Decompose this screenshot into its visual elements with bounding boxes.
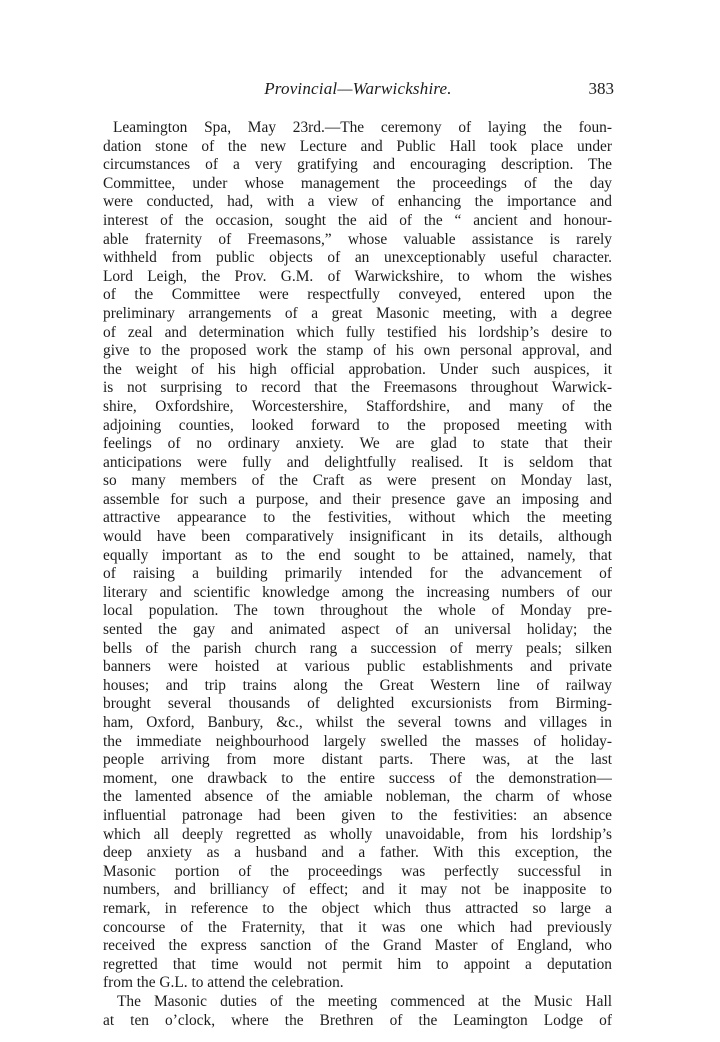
- text-line: able fraternity of Freemasons,” whose valuable assistance is rarely: [103, 230, 612, 248]
- page-number: 383: [588, 79, 614, 98]
- text-line: would have been comparatively insignificant in its details, although: [103, 528, 612, 546]
- text-line: numbers, and brilliancy of effect; and it may not be inapposite to: [103, 881, 612, 899]
- text-line: literary and scientific knowledge among the increasing numbers of our: [103, 583, 612, 601]
- text-line: the lamented absence of the amiable nobleman, the charm of whose: [103, 788, 612, 806]
- text-line: brought several thousands of delighted excursionists from Birming-: [103, 695, 612, 713]
- text-line: sented the gay and animated aspect of an universal holiday; the: [103, 621, 612, 639]
- text-line: Leamington Spa, May 23rd.—The ceremony of laying the foun-: [113, 119, 612, 136]
- text-line: remark, in reference to the object which thus attracted so large a: [103, 899, 612, 917]
- text-line: regretted that time would not permit him to appoint a deputation: [103, 955, 612, 973]
- text-line: equally important as to the end sought to be attained, namely, that: [103, 546, 612, 564]
- text-line: ham, Oxford, Banbury, &c., whilst the several towns and villages in: [103, 714, 612, 731]
- text-line: of the Committee were respectfully conveyed, entered upon the: [103, 286, 612, 304]
- text-line: banners were hoisted at various public establishments and private: [103, 658, 612, 676]
- text-line: concourse of the Fraternity, that it was one which had previously: [103, 918, 612, 936]
- text-line: at ten o’clock, where the Brethren of the Leamington Lodge of: [103, 1011, 612, 1029]
- text-line: the weight of his high official approbation. Under such auspices, it: [103, 360, 612, 378]
- text-line: attractive appearance to the festivities, without which the meeting: [103, 509, 612, 527]
- text-line: feelings of no ordinary anxiety. We are glad to state that their: [103, 435, 612, 453]
- text-line: people arriving from more distant parts. There was, at the last: [103, 751, 612, 769]
- text-line: The Masonic duties of the meeting commenced at the Music Hall: [117, 992, 612, 1010]
- text-line: received the express sanction of the Grand Master of England, who: [103, 937, 612, 955]
- text-line: adjoining counties, looked forward to the proposed meeting with: [103, 416, 612, 434]
- text-line: from the G.L. to attend the celebration.: [103, 974, 344, 992]
- text-line: houses; and trip trains along the Great Western line of railway: [103, 676, 612, 694]
- running-title: Provincial—Warwickshire.: [264, 79, 452, 98]
- text-line: Lord Leigh, the Prov. G.M. of Warwickshire, to whom the wishes: [103, 267, 612, 285]
- text-line: so many members of the Craft as were present on Monday last,: [103, 472, 612, 490]
- text-line: dation stone of the new Lecture and Public Hall took place under: [103, 137, 612, 155]
- text-line: deep anxiety as a husband and a father. With this exception, the: [103, 844, 612, 862]
- text-line: influential patronage had been given to the festivities: an absence: [103, 806, 612, 824]
- text-line: anticipations were fully and delightfully realised. It is seldom that: [103, 453, 612, 471]
- text-line: circumstances of a very gratifying and encouraging description. The: [103, 156, 612, 174]
- text-line: Masonic portion of the proceedings was perfectly successful in: [103, 862, 612, 880]
- text-line: is not surprising to record that the Freemasons throughout Warwick-: [103, 379, 612, 397]
- text-line: assemble for such a purpose, and their presence gave an imposing and: [103, 490, 612, 508]
- text-line: which all deeply regretted as wholly unavoidable, from his lordship’s: [103, 825, 612, 843]
- text-line: bells of the parish church rang a succession of merry peals; silken: [103, 639, 612, 657]
- text-line: give to the proposed work the stamp of his own personal approval, and: [103, 342, 612, 360]
- running-head: [100, 79, 616, 103]
- text-line: of raising a building primarily intended for the advancement of: [103, 565, 612, 583]
- text-line: withheld from public objects of an unexceptionably useful character.: [103, 249, 612, 267]
- text-line: shire, Oxfordshire, Worcestershire, Staffordshire, and many of the: [103, 397, 612, 415]
- text-line: were conducted, had, with a view of enhancing the importance and: [103, 193, 612, 211]
- text-line: the immediate neighbourhood largely swelled the masses of holiday-: [103, 732, 612, 750]
- text-line: Committee, under whose management the proceedings of the day: [103, 174, 612, 192]
- text-line: local population. The town throughout the whole of Monday pre-: [103, 602, 612, 620]
- text-line: of zeal and determination which fully testified his lordship’s desire to: [103, 323, 612, 341]
- text-line: preliminary arrangements of a great Masonic meeting, with a degree: [103, 304, 612, 322]
- text-line: moment, one drawback to the entire success of the demonstration—: [103, 769, 612, 787]
- article-text: [103, 119, 612, 1030]
- text-line: interest of the occasion, sought the aid of the “ ancient and honour-: [103, 211, 612, 229]
